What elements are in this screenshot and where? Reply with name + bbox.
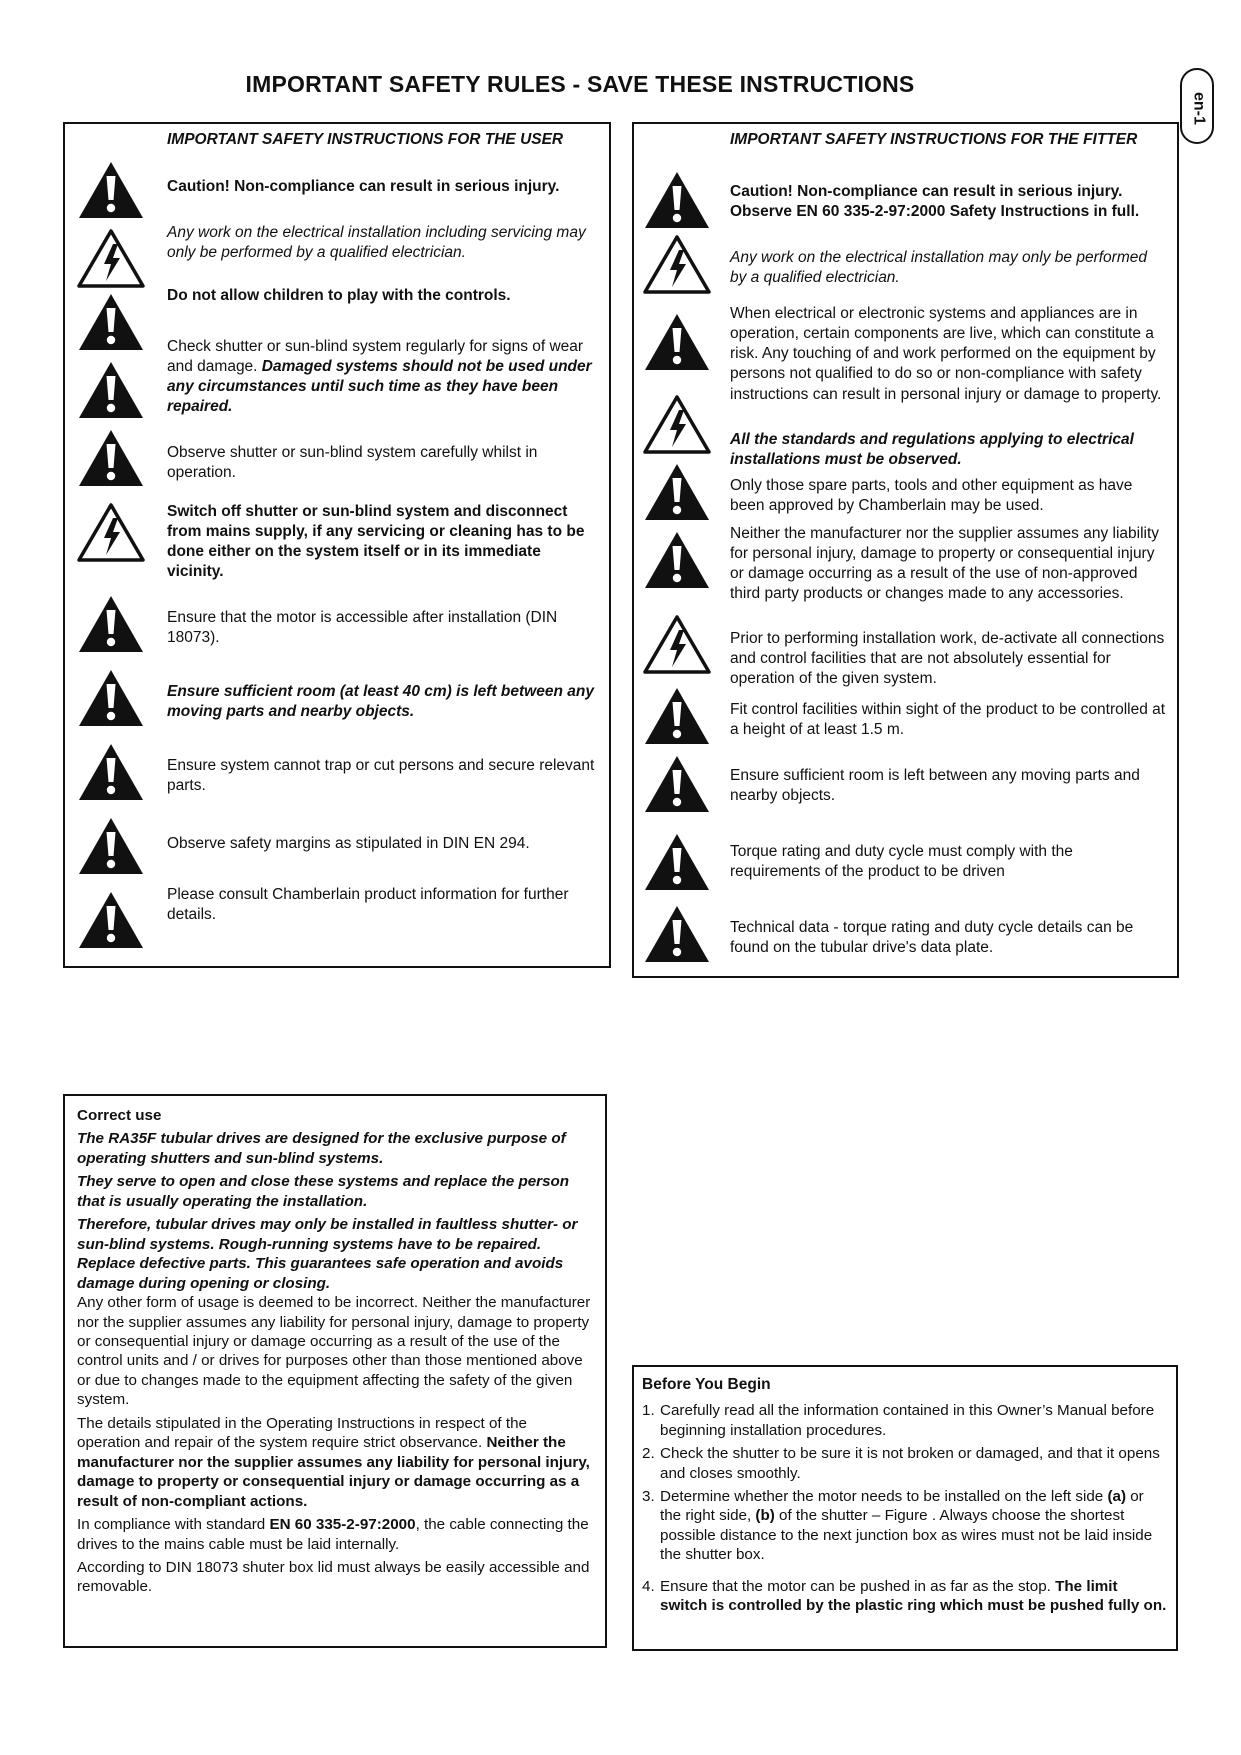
fitter-heading: IMPORTANT SAFETY INSTRUCTIONS FOR THE FITTER [730,131,1138,148]
warning-icon [77,742,145,802]
warning-icon [643,530,711,590]
correct-use-paragraph: According to DIN 18073 shuter box lid must always be easily accessible and removable. [77,1558,590,1596]
user-children: Do not allow children to play with the controls. [167,287,511,304]
correct-use-box [63,1094,607,1648]
correct-use-heading: Correct use [77,1107,162,1124]
before-you-begin-box [632,1365,1178,1651]
user-margins: Observe safety margins as stipulated in DIN EN 294. [167,835,530,852]
fitter-spare: Only those spare parts, tools and other equipment as have been approved by Chamberlain may be used. [730,477,1133,515]
user-safety-box [63,122,611,968]
warning-icon [77,428,145,488]
correct-use-paragraph: The details stipulated in the Operating Instructions in respect of the operation and repair of the system require strict observance. Neither the manufacturer nor the supplier assumes any liability for personal injury, damage to property or consequential injury or damage occurring as a result of non-compliant actions. [77,1414,590,1510]
correct-use-paragraph: Any other form of usage is deemed to be incorrect. Neither the manufacturer nor the supplier assumes any liability for personal injury, damage to property or consequential injury or damage occurring as a result of the use of the control units and / or drives for purposes other than those mentioned above or due to changes made to the equipment affecting the safety of the given system. [77,1294,591,1409]
correct-use-paragraph: In compliance with standard EN 60 335-2-97:2000, the cable connecting the drives to the mains cable must be laid internally. [77,1516,589,1553]
fitter-fit: Fit control facilities within sight of the product to be controlled at a height of at least 1.5 m. [730,701,1166,739]
warning-icon [643,170,711,230]
user-motor: Ensure that the motor is accessible after installation (DIN 18073). [167,609,558,647]
warning-icon [77,890,145,950]
warning-icon [77,594,145,654]
page-title: IMPORTANT SAFETY RULES - SAVE THESE INSTRUCTIONS [245,71,915,97]
warning-icon [643,904,711,964]
fitter-liability: Neither the manufacturer nor the supplier assumes any liability for personal injury, damage to property or consequential injury or damage occurring as a result of the use of non-approved third party products or changes made to any accessories. [730,525,1160,603]
electric-hazard-icon [77,502,145,562]
user-consult: Please consult Chamberlain product information for further details. [167,886,569,924]
user-heading: IMPORTANT SAFETY INSTRUCTIONS FOR THE USER [167,131,564,148]
list-item: 3. Determine whether the motor needs to be installed on the left side (a) or the right side, (b) of the shutter – Figure . Always choose the shortest possible distance to the next junction box as wires must not be laid inside the shutter box. [642,1487,1153,1564]
list-item: 1. Carefully read all the information contained in this Owner’s Manual before beginning installation procedures. [642,1402,1155,1439]
fitter-standards: All the standards and regulations applying to electrical installations must be observed. [730,431,1134,469]
language-page-tab [1180,68,1214,144]
warning-icon [643,312,711,372]
warning-icon [77,160,145,220]
warning-icon [77,668,145,728]
warning-icon [643,686,711,746]
warning-icon [643,832,711,892]
warning-icon [77,360,145,420]
user-room: Ensure sufficient room (at least 40 cm) is left between any moving parts and nearby objects. [167,683,594,721]
fitter-torque: Torque rating and duty cycle must comply with the requirements of the product to be driven [730,843,1073,881]
user-electrical: Any work on the electrical installation including servicing may only be performed by a qualified electrician. [167,224,586,262]
warning-icon [643,754,711,814]
list-item: 2. Check the shutter to be sure it is not broken or damaged, and that it opens and closes smoothly. [642,1445,1160,1482]
fitter-technical: Technical data - torque rating and duty cycle details can be found on the tubular drive's data plate. [730,919,1134,957]
electric-hazard-icon [77,228,145,288]
user-switch-off: Switch off shutter or sun-blind system and disconnect from mains supply, if any servicing or cleaning has to be done either on the system itself or in its immediate vicinity. [167,503,585,581]
language-page-label: en-1 [1190,91,1208,125]
correct-use-paragraph: Therefore, tubular drives may only be installed in faultless shutter- or sun-blind systems. Rough-running systems have to be repaired. Replace defective parts. This guarantees safe operation and avoids damage during opening or closing. [77,1216,578,1292]
warning-icon [643,462,711,522]
fitter-live: When electrical or electronic systems and appliances are in operation, certain components are live, which can constitute a risk. Any touching of and work performed on the equipment by persons not qualified to do so or non-compliance with safety instructions can result in personal injury or damage to property. [730,305,1162,403]
correct-use-paragraph: They serve to open and close these systems and replace the person that is usually operating the installation. [77,1173,570,1210]
list-item: 4. Ensure that the motor can be pushed in as far as the stop. The limit switch is controlled by the plastic ring which must be pushed fully on. [642,1577,1167,1615]
user-observe: Observe shutter or sun-blind system carefully whilst in operation. [167,444,538,482]
user-trap: Ensure system cannot trap or cut persons and secure relevant parts. [167,757,595,795]
fitter-electrical: Any work on the electrical installation may only be performed by a qualified electrician. [730,249,1147,287]
fitter-caution: Caution! Non-compliance can result in serious injury. Observe EN 60 335-2-97:2000 Safety Instructions in full. [730,183,1140,221]
fitter-room: Ensure sufficient room is left between any moving parts and nearby objects. [730,767,1140,805]
before-you-begin-heading: Before You Begin [642,1376,771,1393]
user-caution: Caution! Non-compliance can result in serious injury. [167,178,560,195]
electric-hazard-icon [643,614,711,674]
warning-icon [77,292,145,352]
warning-icon [77,816,145,876]
electric-hazard-icon [643,234,711,294]
fitter-deactivate: Prior to performing installation work, de-activate all connections and control facilities that are not absolutely essential for operation of the given system. [730,630,1165,688]
correct-use-paragraph: The RA35F tubular drives are designed for the exclusive purpose of operating shutters and sun-blind systems. [77,1130,566,1167]
user-check: Check shutter or sun-blind system regularly for signs of wear and damage. Damaged systems should not be used under any circumstances until such time as they have been repaired. [167,338,592,416]
electric-hazard-icon [643,394,711,454]
fitter-safety-box [632,122,1179,978]
